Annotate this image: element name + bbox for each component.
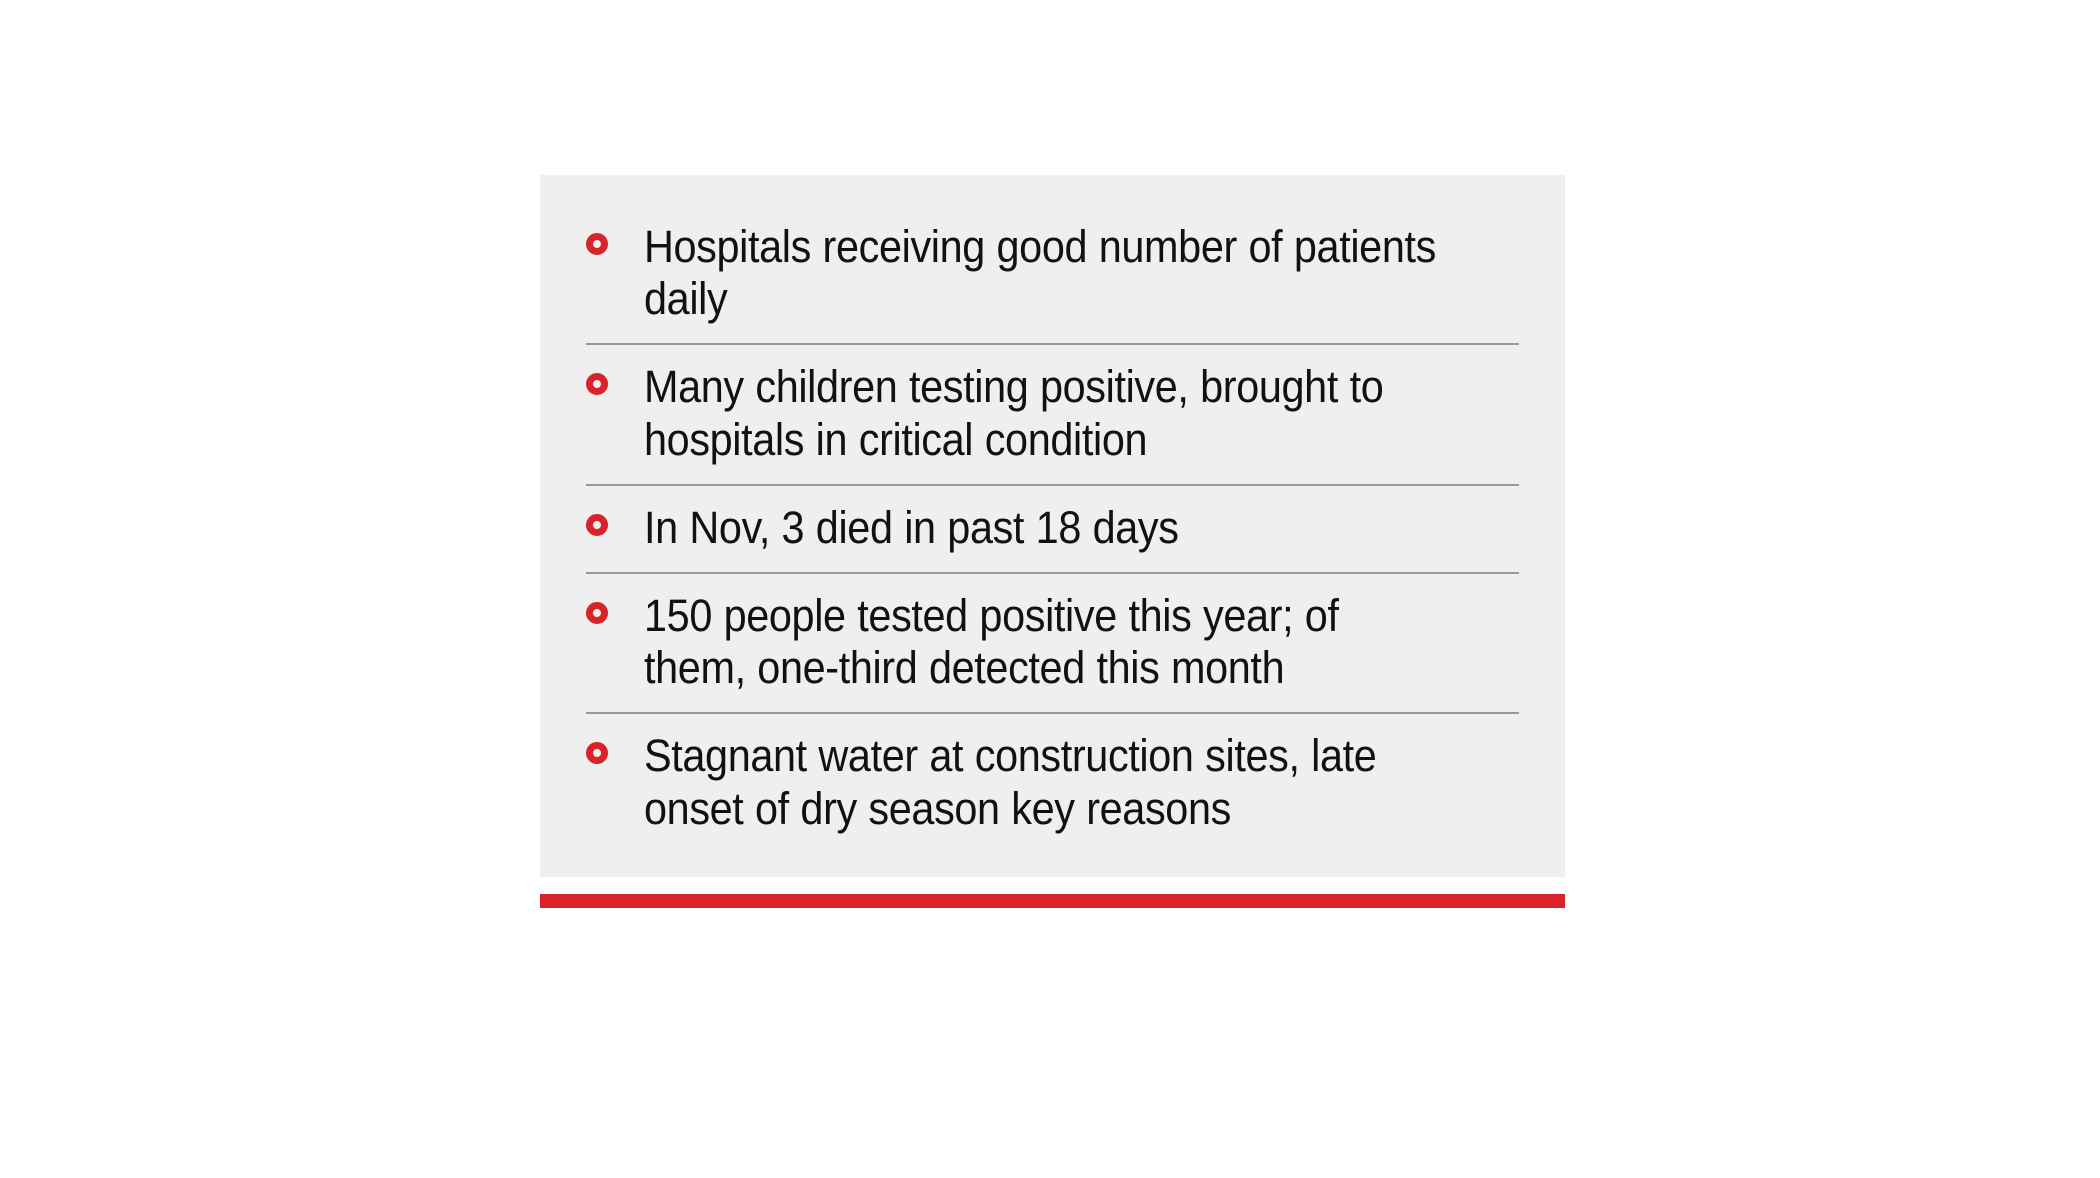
list-item-text: Hospitals receiving good number of patients daily [644, 221, 1436, 325]
red-ring-bullet-icon [586, 233, 620, 267]
bullet-panel [540, 175, 1565, 877]
red-ring-bullet-icon [586, 602, 620, 636]
list-item [586, 574, 1519, 714]
accent-rule [540, 894, 1565, 908]
list-item [586, 345, 1519, 485]
list-item [586, 714, 1519, 840]
red-ring-bullet-icon [586, 373, 620, 407]
infographic-container [540, 175, 1565, 908]
red-ring-bullet-icon [586, 514, 620, 548]
list-item-text: Many children testing positive, brought to hospitals in critical condition [644, 361, 1384, 465]
list-item [586, 486, 1519, 574]
list-item-text: Stagnant water at construction sites, late onset of dry season key reasons [644, 730, 1377, 834]
red-ring-bullet-icon [586, 742, 620, 776]
list-item-text: In Nov, 3 died in past 18 days [644, 501, 1179, 553]
list-item-text: 150 people tested positive this year; of them, one-third detected this month [644, 589, 1339, 694]
list-item [586, 213, 1519, 345]
